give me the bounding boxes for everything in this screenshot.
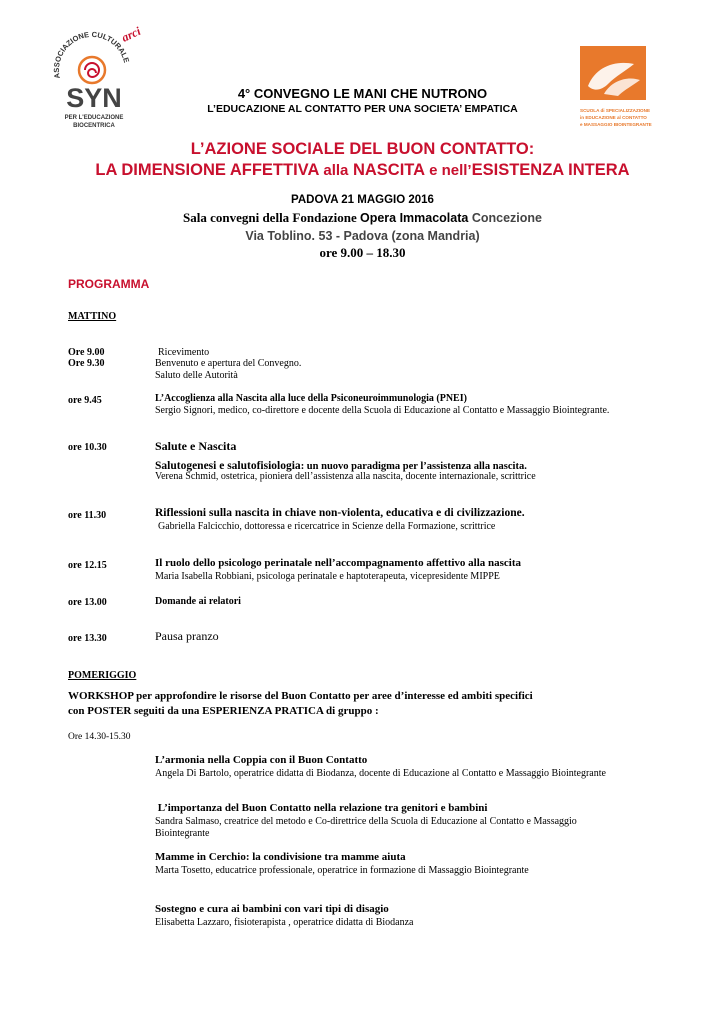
workshop-genitori-speaker: Sandra Salmaso, creatrice del metodo e Co-direttrice della Scuola di Educazione al Contatto e Massaggio Biointegrante: [155, 816, 577, 839]
mattino-heading: MATTINO: [68, 311, 117, 322]
main-title-part-e: ESISTENZA INTERA: [471, 161, 630, 179]
syn-logo-arc-text: ASSOCIAZIONE CULTURALE: [52, 29, 132, 80]
workshop-intro-line1: WORKSHOP per approfondire le risorse del Buon Contatto per aree d’interesse ed ambiti specifici: [68, 690, 533, 702]
main-title-part-b: alla: [323, 162, 349, 179]
programma-heading: PROGRAMMA: [68, 277, 150, 291]
workshop-genitori-title: L’importanza del Buon Contatto nella relazione tra genitori e bambini: [155, 802, 488, 814]
talk-salute-sub-a: Salutogenesi e salutofisiologia: [155, 460, 301, 472]
time-1300: ore 13.00: [68, 597, 107, 608]
item-domande: Domande ai relatori: [155, 596, 241, 607]
talk-riflessioni-title: Riflessioni sulla nascita in chiave non-violenta, educativa e di civilizzazione.: [155, 507, 525, 519]
workshop-intro-line2: con POSTER seguiti da una ESPERIENZA PRATICA di gruppo :: [68, 705, 379, 717]
time-1215: ore 12.15: [68, 560, 107, 571]
syn-logo-name: SYN: [66, 83, 122, 113]
talk-pnei-title: L’Accoglienza alla Nascita alla luce della Psiconeuroimmunologia (PNEI): [155, 393, 467, 404]
syn-logo-sub2: BIOCENTRICA: [73, 123, 115, 129]
scuola-logo-line2: in EDUCAZIONE al CONTATTO: [580, 115, 647, 120]
time-1030: ore 10.30: [68, 442, 107, 453]
event-date: PADOVA 21 MAGGIO 2016: [291, 194, 434, 206]
main-title-line2: [0, 161, 725, 180]
talk-pnei-speaker: Sergio Signori, medico, co-direttore e docente della Scuola di Educazione al Contatto e Massaggio Biointegrante.: [155, 405, 610, 416]
workshop-disagio-title: Sostegno e cura ai bambini con vari tipi di disagio: [155, 903, 389, 915]
item-ricevimento: Ricevimento: [158, 347, 210, 358]
main-title-line1: L’AZIONE SOCIALE DEL BUON CONTATTO:: [190, 140, 535, 158]
event-venue: [0, 210, 725, 226]
talk-psicologo-speaker: Maria Isabella Robbiani, psicologa perinatale e haptoterapeuta, vicepresidente MIPPE: [155, 571, 500, 582]
talk-psicologo-title: Il ruolo dello psicologo perinatale nell’accompagnamento affettivo alla nascita: [155, 557, 522, 569]
workshop-mamme-title: Mamme in Cerchio: la condivisione tra mamme aiuta: [155, 851, 406, 863]
item-benvenuto: Benvenuto e apertura del Convegno.: [155, 358, 302, 369]
syn-logo-arci: arci: [119, 23, 143, 45]
talk-salute-title: Salute e Nascita: [155, 439, 237, 453]
convegno-subtitle: L’EDUCAZIONE AL CONTATTO PER UNA SOCIETA’ EMPATICA: [207, 103, 518, 115]
syn-logo: [44, 22, 144, 134]
svg-text:ASSOCIAZIONE CULTURALE: [52, 30, 131, 79]
main-title-part-c: NASCITA: [348, 161, 430, 179]
venue-part-c: Concezione: [468, 211, 542, 225]
workshop-disagio-speaker: Elisabetta Lazzaro, fisioterapista , operatrice didatta di Biodanza: [155, 917, 414, 928]
event-address: Via Toblino. 53 - Padova (zona Mandria): [245, 229, 480, 243]
scuola-logo-line3: e MASSAGGIO BIOINTEGRANTE: [580, 122, 652, 127]
workshop-coppia-title: L’armonia nella Coppia con il Buon Contatto: [155, 754, 368, 766]
time-0900: Ore 9.00: [68, 347, 105, 358]
main-title-part-a: LA DIMENSIONE AFFETTIVA: [95, 161, 324, 179]
pomeriggio-heading: POMERIGGIO: [68, 670, 137, 681]
syn-logo-sub1: PER L'EDUCAZIONE: [64, 115, 124, 121]
convegno-title: 4° CONVEGNO LE MANI CHE NUTRONO: [237, 86, 488, 101]
time-0930: Ore 9.30: [68, 358, 105, 369]
time-1330: ore 13.30: [68, 633, 107, 644]
time-workshop: Ore 14.30-15.30: [68, 732, 131, 742]
item-pausa-pranzo: Pausa pranzo: [155, 629, 219, 643]
item-saluto: Saluto delle Autorità: [155, 370, 238, 381]
time-0945: ore 9.45: [68, 395, 102, 406]
workshop-mamme-speaker: Marta Tosetto, educatrice professionale, operatrice in formazione di Massaggio Biointegrante: [155, 865, 529, 876]
talk-salute-sub-b: : un nuovo paradigma per l’assistenza alla nascita.: [300, 461, 527, 472]
main-title-part-d: e nell’: [429, 162, 472, 179]
syn-logo-graphic: [44, 22, 144, 134]
time-1130: ore 11.30: [68, 510, 107, 521]
talk-salute-speaker: Verena Schmid, ostetrica, pioniera dell’assistenza alla nascita, docente internazionale, scrittrice: [155, 471, 536, 482]
scuola-logo-line1: SCUOLA di SPECIALIZZAZIONE: [580, 108, 651, 113]
venue-part-b: Opera Immacolata: [359, 211, 469, 225]
talk-riflessioni-speaker: Gabriella Falcicchio, dottoressa e ricercatrice in Scienze della Formazione, scrittrice: [158, 521, 496, 532]
venue-part-a: Sala convegni della Fondazione: [183, 210, 360, 225]
workshop-coppia-speaker: Angela Di Bartolo, operatrice didatta di Biodanza, docente di Educazione al Contatto e Massaggio Biointegrante: [155, 768, 606, 779]
event-hours: ore 9.00 – 18.30: [319, 245, 406, 260]
